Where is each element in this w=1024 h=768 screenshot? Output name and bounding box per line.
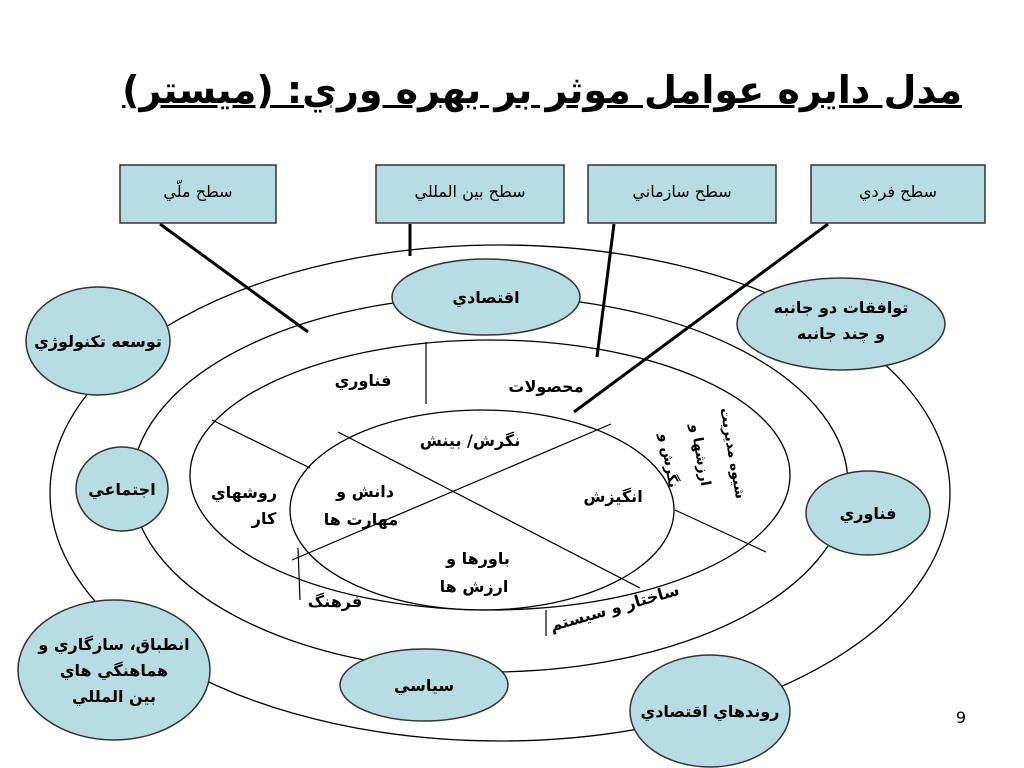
middle-methods-line1: روشهاي xyxy=(210,483,278,502)
middle-structure: ساختار و سيستم xyxy=(547,580,682,636)
connector-organizational xyxy=(597,224,614,357)
factor-adaptation-line2: هماهنگي هاي xyxy=(59,661,169,680)
level-organizational-label: سطح سازماني xyxy=(632,182,732,201)
inner-attitude: نگرش/ بينش xyxy=(419,431,521,450)
factor-economic-label: اقتصادي xyxy=(452,288,520,307)
factor-adaptation-line3: بين المللي xyxy=(72,687,156,706)
factor-social-label: اجتماعي xyxy=(88,480,156,499)
middle-attitudes-line2: ارزشها و xyxy=(686,422,714,488)
middle-attitudes-line1: نگرش و xyxy=(655,432,682,490)
slide-title: مدل دايره عوامل موثر بر بهره وري: (ميستر) xyxy=(122,68,962,112)
level-national-label: سطح ملّي xyxy=(163,182,233,201)
middle-products: محصولات xyxy=(508,377,584,396)
level-box-individual xyxy=(811,165,985,223)
inner-beliefs-line1: باورها و xyxy=(446,549,510,568)
factor-technology-label: فناوري xyxy=(839,504,897,523)
level-box-national xyxy=(120,165,276,223)
middle-attitudes-group xyxy=(653,407,748,512)
connector-national xyxy=(160,224,308,332)
middle-technology: فناوري xyxy=(334,371,392,390)
inner-motivation: انگيزش xyxy=(583,487,643,506)
factor-tech-development-label: توسعه تكنولوژي xyxy=(34,332,162,351)
factor-technology xyxy=(806,471,930,555)
factor-political xyxy=(340,649,508,721)
factor-adaptation xyxy=(18,600,210,740)
factor-agreements xyxy=(737,278,945,370)
middle-divider-2 xyxy=(212,420,310,468)
inner-knowledge-line2: مهارت ها xyxy=(323,510,399,529)
level-box-international xyxy=(376,165,564,223)
middle-divider-3 xyxy=(298,548,300,600)
factor-political-label: سياسي xyxy=(393,676,455,695)
middle-attitudes-line3: شيوه مديريت xyxy=(716,406,749,501)
factor-economic-trends xyxy=(630,655,790,767)
factor-economic-trends-label: روندهاي اقتصادي xyxy=(640,702,780,721)
middle-methods-line2: كار xyxy=(251,509,277,528)
factor-tech-development xyxy=(26,287,170,395)
factor-economic xyxy=(392,259,580,335)
factor-adaptation-line1: انطباق، سازگاري و xyxy=(38,635,190,654)
middle-divider-4 xyxy=(675,510,766,552)
level-box-organizational xyxy=(588,165,776,223)
level-individual-label: سطح فردي xyxy=(858,182,938,201)
factor-agreements-line2: و چند جانبه xyxy=(796,324,886,343)
middle-culture: فرهنگ xyxy=(307,592,363,611)
level-international-label: سطح بين المللي xyxy=(414,182,526,201)
page-number: 9 xyxy=(955,708,966,727)
inner-beliefs-line2: ارزش ها xyxy=(439,577,509,596)
factor-agreements-line1: توافقات دو جانبه xyxy=(773,298,909,317)
factor-social xyxy=(76,447,168,531)
inner-knowledge-line1: دانش و xyxy=(336,482,394,501)
